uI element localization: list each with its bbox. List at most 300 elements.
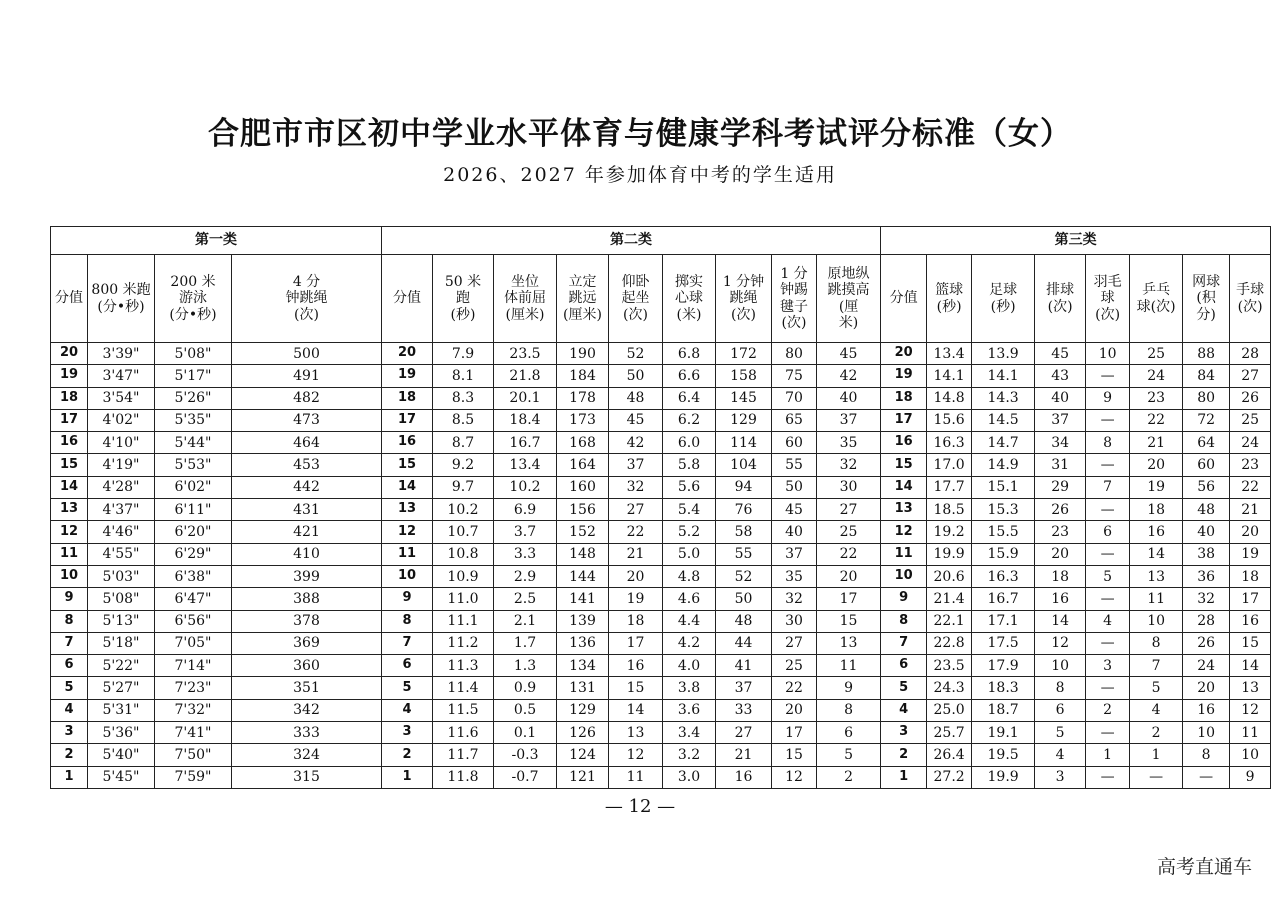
table-cell: 20 [1035,543,1086,565]
table-cell: — [1086,722,1130,744]
table-cell: 156 [557,499,609,521]
table-row [51,432,1271,454]
table-cell: — [1086,409,1130,431]
table-cell: 17 [1230,588,1271,610]
table-row [51,387,1271,409]
table-cell: 14 [1230,655,1271,677]
table-cell: 360 [232,655,382,677]
score-cell: 5 [881,677,927,699]
table-cell: 14.9 [972,454,1035,476]
table-cell: 6'11" [155,499,232,521]
column-header: 排球 (次) [1035,255,1086,343]
column-header: 原地纵 跳摸高 (厘 米) [817,255,881,343]
table-cell: 38 [1183,543,1230,565]
table-cell: 21 [1130,432,1183,454]
column-header: 50 米 跑 (秒) [433,255,494,343]
table-cell: 22 [772,677,817,699]
score-cell: 19 [881,365,927,387]
table-cell: 42 [609,432,663,454]
table-cell: 4'46" [88,521,155,543]
column-header: 网球 (积 分) [1183,255,1230,343]
table-cell: 104 [716,454,772,476]
table-cell: 43 [1035,365,1086,387]
table-cell: 8.1 [433,365,494,387]
table-cell: 32 [817,454,881,476]
table-cell: 14.3 [972,387,1035,409]
table-cell: 17 [772,722,817,744]
table-cell: 5'08" [88,588,155,610]
table-cell: 23 [1035,521,1086,543]
table-cell: 19.9 [972,766,1035,788]
table-cell: 4 [1035,744,1086,766]
column-header: 仰卧 起坐 (次) [609,255,663,343]
table-cell: 13 [1230,677,1271,699]
table-cell: 11.6 [433,722,494,744]
table-cell: 64 [1183,432,1230,454]
table-cell: 16.7 [972,588,1035,610]
table-cell: 5'40" [88,744,155,766]
table-cell: 48 [716,610,772,632]
table-cell: 141 [557,588,609,610]
score-cell: 20 [382,343,433,365]
table-cell: 19 [609,588,663,610]
table-cell: 22 [817,543,881,565]
table-row [51,543,1271,565]
column-header: 乒乓 球(次) [1130,255,1183,343]
table-cell: 20 [1183,677,1230,699]
table-cell: 7'14" [155,655,232,677]
table-cell: 55 [716,543,772,565]
table-cell: 5'53" [155,454,232,476]
column-header: 1 分 钟踢 毽子 (次) [772,255,817,343]
table-cell: 6 [1086,521,1130,543]
table-cell: 6.4 [663,387,716,409]
table-cell: 17.1 [972,610,1035,632]
table-cell: 18.3 [972,677,1035,699]
table-cell: 21 [716,744,772,766]
table-cell: 18 [1035,565,1086,587]
table-cell: 16.3 [927,432,972,454]
table-cell: 114 [716,432,772,454]
table-cell: 9.2 [433,454,494,476]
table-cell: 6.2 [663,409,716,431]
table-cell: 84 [1183,365,1230,387]
table-cell: 6.0 [663,432,716,454]
table-cell: 342 [232,699,382,721]
score-cell: 8 [51,610,88,632]
score-cell: 15 [382,454,433,476]
table-cell: 22 [1230,476,1271,498]
table-cell: 3.0 [663,766,716,788]
table-cell: 482 [232,387,382,409]
table-cell: — [1086,454,1130,476]
score-cell: 12 [881,521,927,543]
table-cell: 11 [817,655,881,677]
table-cell: 17 [817,588,881,610]
table-cell: 32 [609,476,663,498]
table-cell: 14.8 [927,387,972,409]
score-cell: 16 [382,432,433,454]
table-cell: 11.4 [433,677,494,699]
table-cell: 10 [1230,744,1271,766]
table-row [51,521,1271,543]
table-cell: 3'54" [88,387,155,409]
table-cell: 55 [772,454,817,476]
table-cell: 13 [1130,565,1183,587]
column-header: 足球 (秒) [972,255,1035,343]
table-cell: 160 [557,476,609,498]
table-cell: 75 [772,365,817,387]
table-cell: 4'28" [88,476,155,498]
table-cell: 16 [1183,699,1230,721]
table-cell: 7'41" [155,722,232,744]
table-cell: 58 [716,521,772,543]
table-cell: 152 [557,521,609,543]
table-cell: 50 [772,476,817,498]
table-cell: 10.8 [433,543,494,565]
score-cell: 1 [881,766,927,788]
table-cell: 5'31" [88,699,155,721]
table-cell: 60 [772,432,817,454]
table-cell: 11.2 [433,632,494,654]
score-cell: 14 [382,476,433,498]
table-cell: 184 [557,365,609,387]
table-cell: 24 [1183,655,1230,677]
table-cell: 32 [772,588,817,610]
table-cell: — [1086,543,1130,565]
table-cell: 136 [557,632,609,654]
table-cell: 190 [557,343,609,365]
table-cell: 7'32" [155,699,232,721]
table-cell: 410 [232,543,382,565]
table-cell: 0.9 [494,677,557,699]
category-header: 第三类 [881,227,1271,255]
table-cell: 45 [772,499,817,521]
score-cell: 9 [382,588,433,610]
table-cell: 5'03" [88,565,155,587]
table-cell: 52 [609,343,663,365]
table-cell: 3 [1035,766,1086,788]
table-cell: 13.9 [972,343,1035,365]
table-cell: 5'08" [155,343,232,365]
score-cell: 6 [51,655,88,677]
table-cell: 421 [232,521,382,543]
table-cell: 4.0 [663,655,716,677]
table-row [51,699,1271,721]
score-cell: 11 [382,543,433,565]
table-cell: 36 [1183,565,1230,587]
table-cell: 11.3 [433,655,494,677]
table-cell: 8 [1130,632,1183,654]
table-cell: 5 [817,744,881,766]
table-cell: 16 [1130,521,1183,543]
table-cell: 23 [1130,387,1183,409]
table-cell: 15.1 [972,476,1035,498]
table-cell: 94 [716,476,772,498]
table-cell: 144 [557,565,609,587]
table-row [51,588,1271,610]
score-cell: 11 [881,543,927,565]
table-row [51,499,1271,521]
table-cell: 333 [232,722,382,744]
table-cell: 35 [817,432,881,454]
score-cell: 5 [51,677,88,699]
table-cell: 31 [1035,454,1086,476]
table-cell: 26.4 [927,744,972,766]
table-cell: 6 [817,722,881,744]
table-cell: 26 [1230,387,1271,409]
table-cell: 172 [716,343,772,365]
score-cell: 19 [51,365,88,387]
table-cell: 431 [232,499,382,521]
table-cell: 45 [609,409,663,431]
score-cell: 14 [881,476,927,498]
table-cell: 6'56" [155,610,232,632]
table-row [51,677,1271,699]
table-cell: 17.5 [972,632,1035,654]
table-cell: 35 [772,565,817,587]
table-cell: 442 [232,476,382,498]
table-cell: 16 [1035,588,1086,610]
table-cell: 5'17" [155,365,232,387]
table-cell: 27 [716,722,772,744]
column-header: 掷实 心球 (米) [663,255,716,343]
table-cell: 13.4 [494,454,557,476]
table-cell: 8.3 [433,387,494,409]
table-cell: 24 [1130,365,1183,387]
table-cell: 5 [1035,722,1086,744]
table-cell: 70 [772,387,817,409]
table-cell: 13 [609,722,663,744]
table-cell: 15 [1230,632,1271,654]
table-cell: 145 [716,387,772,409]
table-cell: 378 [232,610,382,632]
table-cell: 453 [232,454,382,476]
table-cell: 5'13" [88,610,155,632]
table-cell: 121 [557,766,609,788]
score-cell: 15 [51,454,88,476]
table-cell: 1 [1086,744,1130,766]
table-cell: 30 [817,476,881,498]
table-cell: 6'20" [155,521,232,543]
page-number: — 12 — [604,796,676,817]
table-cell: 27 [609,499,663,521]
score-cell: 17 [881,409,927,431]
table-cell: 4'19" [88,454,155,476]
table-cell: 1.7 [494,632,557,654]
table-cell: 6.9 [494,499,557,521]
table-cell: 21.8 [494,365,557,387]
score-cell: 20 [51,343,88,365]
table-cell: 7'59" [155,766,232,788]
table-cell: 11.5 [433,699,494,721]
table-cell: 32 [1183,588,1230,610]
table-cell: 5'35" [155,409,232,431]
table-cell: 324 [232,744,382,766]
table-cell: 491 [232,365,382,387]
table-cell: 24 [1230,432,1271,454]
table-cell: 131 [557,677,609,699]
table-cell: 27.2 [927,766,972,788]
table-cell: 4 [1086,610,1130,632]
table-row [51,409,1271,431]
table-cell: 351 [232,677,382,699]
table-cell: 44 [716,632,772,654]
score-cell: 13 [51,499,88,521]
table-cell: 17.9 [972,655,1035,677]
table-cell: 2 [817,766,881,788]
column-header: 分值 [881,255,927,343]
table-cell: 33 [716,699,772,721]
table-cell: 3 [1086,655,1130,677]
table-cell: 12 [609,744,663,766]
table-cell: 34 [1035,432,1086,454]
table-row [51,476,1271,498]
table-cell: 5 [1086,565,1130,587]
column-header: 坐位 体前屈 (厘米) [494,255,557,343]
table-cell: 37 [772,543,817,565]
table-cell: 48 [1183,499,1230,521]
table-row [51,744,1271,766]
table-cell: 18.4 [494,409,557,431]
table-cell: 3'39" [88,343,155,365]
table-cell: 10.7 [433,521,494,543]
table-cell: 4'37" [88,499,155,521]
table-cell: 9 [817,677,881,699]
table-cell: 2.1 [494,610,557,632]
table-cell: — [1086,588,1130,610]
table-cell: 168 [557,432,609,454]
table-cell: 18 [1230,565,1271,587]
table-cell: 20 [609,565,663,587]
column-header: 1 分钟 跳绳 (次) [716,255,772,343]
table-cell: 22 [1130,409,1183,431]
score-cell: 2 [51,744,88,766]
table-cell: 17.0 [927,454,972,476]
table-cell: 15 [772,744,817,766]
score-cell: 4 [382,699,433,721]
table-cell: 11 [1130,588,1183,610]
table-cell: 20.1 [494,387,557,409]
table-row [51,454,1271,476]
table-cell: 5'36" [88,722,155,744]
table-cell: 7 [1086,476,1130,498]
table-cell: 10.9 [433,565,494,587]
table-cell: 369 [232,632,382,654]
score-cell: 5 [382,677,433,699]
table-cell: 164 [557,454,609,476]
table-cell: 15 [817,610,881,632]
column-header: 篮球 (秒) [927,255,972,343]
table-cell: 3.2 [663,744,716,766]
table-cell: 19.5 [972,744,1035,766]
score-cell: 12 [382,521,433,543]
table-cell: 23 [1230,454,1271,476]
table-cell: 65 [772,409,817,431]
table-cell: 14.7 [972,432,1035,454]
table-cell: 2.5 [494,588,557,610]
table-cell: 6.8 [663,343,716,365]
score-cell: 11 [51,543,88,565]
table-body [51,343,1271,789]
table-cell: 2 [1130,722,1183,744]
score-cell: 14 [51,476,88,498]
scoring-standard-table [50,226,1271,789]
score-cell: 13 [881,499,927,521]
table-row [51,343,1271,365]
table-cell: 15.9 [972,543,1035,565]
table-cell: 4.8 [663,565,716,587]
column-header: 分值 [382,255,433,343]
table-cell: 8 [1086,432,1130,454]
table-cell: 20 [1130,454,1183,476]
score-cell: 7 [881,632,927,654]
table-cell: 40 [772,521,817,543]
table-cell: 25 [817,521,881,543]
table-cell: 6'02" [155,476,232,498]
table-cell: 22.1 [927,610,972,632]
score-cell: 3 [51,722,88,744]
score-cell: 4 [881,699,927,721]
table-cell: 0.5 [494,699,557,721]
table-cell: — [1086,632,1130,654]
table-cell: 4 [1130,699,1183,721]
score-cell: 10 [51,565,88,587]
table-cell: 15.3 [972,499,1035,521]
table-cell: 41 [716,655,772,677]
table-cell: 15.6 [927,409,972,431]
score-cell: 19 [382,365,433,387]
table-cell: 80 [1183,387,1230,409]
table-cell: 50 [716,588,772,610]
score-cell: 17 [51,409,88,431]
column-header: 羽毛 球 (次) [1086,255,1130,343]
table-cell: 10 [1130,610,1183,632]
score-cell: 2 [881,744,927,766]
table-cell: 3.4 [663,722,716,744]
table-cell: 20 [772,699,817,721]
table-cell: 10.2 [494,476,557,498]
score-cell: 3 [881,722,927,744]
score-cell: 17 [382,409,433,431]
table-cell: 29 [1035,476,1086,498]
score-cell: 1 [51,766,88,788]
table-cell: 19.9 [927,543,972,565]
table-cell: 23.5 [494,343,557,365]
table-row [51,655,1271,677]
score-cell: 18 [382,387,433,409]
table-cell: 3'47" [88,365,155,387]
table-cell: 9 [1086,387,1130,409]
table-cell: 25.0 [927,699,972,721]
table-cell: 28 [1183,610,1230,632]
category-header: 第二类 [382,227,881,255]
table-cell: 4.2 [663,632,716,654]
score-cell: 8 [881,610,927,632]
document-subtitle: 2026、2027 年参加体育中考的学生适用 [443,164,837,186]
score-cell: 18 [51,387,88,409]
table-cell: 27 [772,632,817,654]
table-cell: 14.5 [972,409,1035,431]
table-cell: 12 [1230,699,1271,721]
table-cell: 14 [609,699,663,721]
table-cell: 3.8 [663,677,716,699]
table-cell: 17 [609,632,663,654]
table-cell: 25 [1230,409,1271,431]
table-cell: 25.7 [927,722,972,744]
table-cell: 14 [1130,543,1183,565]
table-cell: 5.0 [663,543,716,565]
